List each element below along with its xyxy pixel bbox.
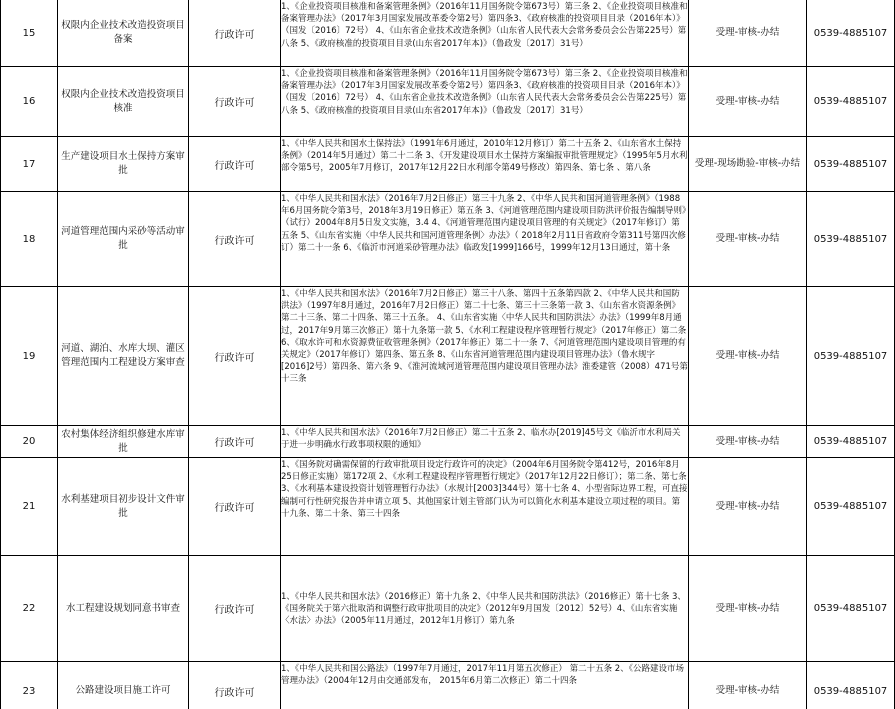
legal-basis — [281, 458, 689, 556]
legal-basis-text: 1、《国务院对确需保留的行政审批项目设定行政许可的决定》（2004年6月国务院令第412号，2016年8月25日修正实施）第172项 2、《水利工程建设程序管理暂行规定》（2017年12月22日修订）；第二条、第七条 3、《水利基本建设投资计划管理暂行办法》（水规计[2003]344号）第十七条 4、小型省际边界工程，可直接编制可行性研究报告并申请立项 5、其他国家计划主管部门认为可以简化水利基本建设立项过程的项目。第十九条、第二十条、第三十四条 — [281, 460, 688, 519]
legal-basis — [281, 137, 689, 192]
process-flow: 受理-现场勘验-审核-办结 — [689, 137, 807, 192]
item-category: 行政许可 — [189, 137, 281, 192]
item-category: 行政许可 — [189, 192, 281, 287]
row-number: 16 — [1, 67, 58, 137]
contact-phone: 0539-4885107 — [807, 458, 895, 556]
legal-basis — [281, 67, 689, 137]
legal-basis — [281, 287, 689, 426]
item-category: 行政许可 — [189, 556, 281, 662]
legal-basis — [281, 0, 689, 67]
legal-basis-text: 1、《中华人民共和国水土保持法》（1991年6月通过，2010年12月修订）第二十五条 2、《山东省水土保持条例》（2014年5月通过）第二十二条 3、《开发建设项目水土保持方案编报审批管理规定》（1995年5月水利部令第5号，2005年7月修订，2017年12月22日水利部令第49号修改）第四条、第七条 、第八条 — [281, 139, 688, 174]
legal-basis-text: 1、《中华人民共和国水法》（2016修正）第十九条 2、《中华人民共和国防洪法》（2016修正）第十七条 3、《国务院关于第六批取消和调整行政审批项目的决定》（2012年9月国发〔2012〕52号）4、《山东省实施〈水法〉办法》（2005年11月通过，2012年1月修订）第九条 — [281, 591, 686, 627]
contact-phone: 0539-4885107 — [807, 67, 895, 137]
item-category: 行政许可 — [189, 426, 281, 458]
table-row — [1, 287, 895, 426]
item-category: 行政许可 — [189, 662, 281, 709]
legal-basis-text: 1、《企业投资项目核准和备案管理条例》（2016年11月国务院令第673号）第三条 2、《企业投资项目核准和备案管理办法》（2017年3月国家发展改革委令第2号）第四条3、《政府核准的投资项目目录（2016年本）》（国发〔2016〕72号） 4、《山东省企业技术改造条例》（山东省人民代表大会常务委员会公告第225号）第八条 5、《政府核准的投资项目目录(山东省2017年本)》（鲁政发〔2017〕31号） — [281, 2, 688, 49]
process-flow: 受理-审核-办结 — [689, 426, 807, 458]
table-row — [1, 0, 895, 67]
legal-basis — [281, 192, 689, 287]
contact-phone: 0539-4885107 — [807, 287, 895, 426]
process-flow: 受理-审核-办结 — [689, 662, 807, 709]
table-row — [1, 662, 895, 709]
item-name: 河道、湖泊、水库大坝、灌区管理范围内工程建设方案审查 — [58, 287, 189, 426]
item-name: 生产建设项目水土保持方案审批 — [58, 137, 189, 192]
row-number: 15 — [1, 0, 58, 67]
table-row — [1, 67, 895, 137]
item-name: 农村集体经济组织修建水库审批 — [58, 426, 189, 458]
contact-phone: 0539-4885107 — [807, 137, 895, 192]
process-flow: 受理-审核-办结 — [689, 67, 807, 137]
row-number: 21 — [1, 458, 58, 556]
legal-basis-text: 1、《企业投资项目核准和备案管理条例》（2016年11月国务院令第673号）第三条 2、《企业投资项目核准和备案管理办法》（2017年3月国家发展改革委令第2号）第四条3、《政府核准的投资项目目录（2016年本）》（国发〔2016〕72号） 4、《山东省企业技术改造条例》（山东省人民代表大会常务委员会公告第225号）第八条 5、《政府核准的投资项目目录(山东省2017年本)》（鲁政发〔2017〕31号） — [281, 69, 688, 116]
row-number: 20 — [1, 426, 58, 458]
legal-basis — [281, 662, 689, 709]
contact-phone: 0539-4885107 — [807, 662, 895, 709]
process-flow: 受理-审核-办结 — [689, 287, 807, 426]
contact-phone: 0539-4885107 — [807, 426, 895, 458]
item-category: 行政许可 — [189, 67, 281, 137]
item-name: 水工程建设规划同意书审查 — [58, 556, 189, 662]
table-row — [1, 192, 895, 287]
item-name: 水利基建项目初步设计文件审批 — [58, 458, 189, 556]
legal-basis — [281, 556, 689, 662]
item-category: 行政许可 — [189, 0, 281, 67]
row-number: 22 — [1, 556, 58, 662]
item-category: 行政许可 — [189, 287, 281, 426]
item-name: 河道管理范围内采砂等活动审批 — [58, 192, 189, 287]
table-row — [1, 426, 895, 458]
item-name: 权限内企业技术改造投资项目核准 — [58, 67, 189, 137]
item-category: 行政许可 — [189, 458, 281, 556]
table-row — [1, 556, 895, 662]
process-flow: 受理-审核-办结 — [689, 192, 807, 287]
row-number: 19 — [1, 287, 58, 426]
legal-basis-text: 1、《中华人民共和国水法》（2016年7月2日修正）第二十五条 2、临水办[2019]45号文《临沂市水利局关于进一步明确水行政事项权限的通知》 — [281, 428, 681, 451]
row-number: 18 — [1, 192, 58, 287]
contact-phone: 0539-4885107 — [807, 556, 895, 662]
legal-basis-text: 1、《中华人民共和国水法》（2016年7月2日修正）第三十八条、第四十五条第四款 2、《中华人民共和国防洪法》（1997年8月通过，2016年7月2日修正）第二十七条、第三十三条第一款 3、《山东省水资源条例》第二十三条、第二十四条、第三十五条。 4、《山东省实施〈中华人民共和国防洪法〉办法》（1999年8月通过，2017年9月第三次修正）第十九条第一款 5、《水利工程建设程序管理暂行规定》（2017年修正）第二条 6、《取水许可和水资源费征收管理条例》（2017年修正）第二十一条 7、《河道管理范围内建设项目管理的有关规定》（2017年修订）第四条、第五条 8、《山东省河道管理范围内建设项目管理办法》（鲁水规字[2016]2号）第四条、第六条 9、《淮河流域河道管理范围内建设项目管理办法》淮委建管（2008）471号第十三条 — [281, 289, 688, 385]
process-flow: 受理-审核-办结 — [689, 556, 807, 662]
item-name: 公路建设项目施工许可 — [58, 662, 189, 709]
process-flow: 受理-审核-办结 — [689, 0, 807, 67]
row-number: 17 — [1, 137, 58, 192]
contact-phone: 0539-4885107 — [807, 192, 895, 287]
legal-basis — [281, 426, 689, 458]
table-row — [1, 458, 895, 556]
legal-basis-text: 1、《中华人民共和国水法》（2016年7月2日修正）第三十九条 2、《中华人民共和国河道管理条例》（1988年6月国务院令第3号，2018年3月19日修正）第五条 3、《河道管理范围内建设项目防洪评价报告编制导则》（试行）2004年8月5日发文实施，3.4 4、《河道管理范围内建设项目管理的有关规定》（2017年修订）第五条 5、《山东省实施〈中华人民共和国河道管理条例〉办法》（ 2018年2月11日省政府令第311号第四次修订）第二十一条 6、《临沂市河道采砂管理办法》临政发[1999]166号，1999年12月13日通过，第十条 — [281, 194, 687, 253]
item-name: 权限内企业技术改造投资项目备案 — [58, 0, 189, 67]
contact-phone: 0539-4885107 — [807, 0, 895, 67]
process-flow: 受理-审核-办结 — [689, 458, 807, 556]
table-row — [1, 137, 895, 192]
row-number: 23 — [1, 662, 58, 709]
legal-basis-text: 1、《中华人民共和国公路法》（1997年7月通过，2017年11月第五次修正） 第二十五条 2、《公路建设市场管理办法》（2004年12月由交通部发布， 2015年6月第二次修正）第二十四条 — [281, 664, 684, 687]
